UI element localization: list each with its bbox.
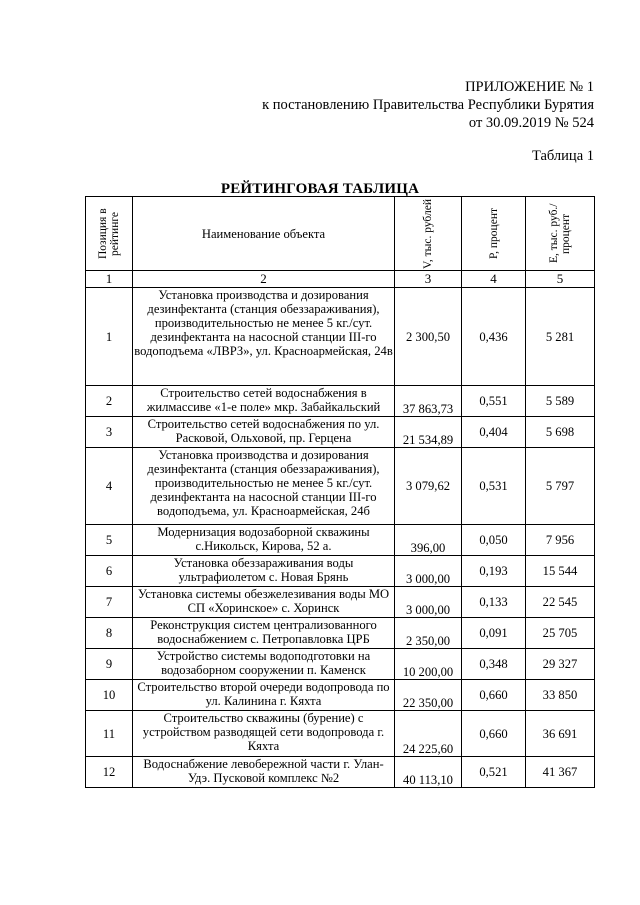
column-number: 1 bbox=[86, 271, 133, 288]
object-name-cell: Строительство сетей водоснабжения по ул. Расковой, Ольховой, пр. Герцена bbox=[133, 417, 395, 448]
column-number: 2 bbox=[133, 271, 395, 288]
e-cell: 5 698 bbox=[526, 417, 595, 448]
table-row bbox=[86, 711, 595, 757]
v-cell: 3 079,62 bbox=[395, 448, 462, 525]
table-header-row bbox=[86, 197, 595, 271]
decree-date: от 30.09.2019 № 524 bbox=[468, 115, 594, 131]
p-cell: 0,660 bbox=[462, 680, 526, 711]
position-cell: 5 bbox=[86, 525, 133, 556]
v-cell: 24 225,60 bbox=[395, 711, 462, 757]
page-title: РЕЙТИНГОВАЯ ТАБЛИЦА bbox=[220, 181, 420, 197]
object-name-cell: Строительство сетей водоснабжения в жилмассиве «1-е поле» мкр. Забайкальский bbox=[133, 386, 395, 417]
p-cell: 0,050 bbox=[462, 525, 526, 556]
e-cell: 29 327 bbox=[526, 649, 595, 680]
e-cell: 5 589 bbox=[526, 386, 595, 417]
table-row bbox=[86, 587, 595, 618]
position-cell: 9 bbox=[86, 649, 133, 680]
v-cell: 22 350,00 bbox=[395, 680, 462, 711]
p-cell: 0,531 bbox=[462, 448, 526, 525]
table-row bbox=[86, 556, 595, 587]
position-cell: 2 bbox=[86, 386, 133, 417]
position-cell: 12 bbox=[86, 757, 133, 788]
table-row bbox=[86, 757, 595, 788]
position-cell: 8 bbox=[86, 618, 133, 649]
position-cell: 6 bbox=[86, 556, 133, 587]
table-number: Таблица 1 bbox=[531, 148, 594, 164]
position-cell: 4 bbox=[86, 448, 133, 525]
v-cell: 40 113,10 bbox=[395, 757, 462, 788]
position-cell: 3 bbox=[86, 417, 133, 448]
table-row bbox=[86, 288, 595, 386]
object-name-cell: Установка обеззараживания воды ультрафиолетом с. Новая Брянь bbox=[133, 556, 395, 587]
p-cell: 0,521 bbox=[462, 757, 526, 788]
object-name-cell: Реконструкция систем централизованного водоснабжением с. Петропавловка ЦРБ bbox=[133, 618, 395, 649]
table-row bbox=[86, 417, 595, 448]
table-row bbox=[86, 448, 595, 525]
position-cell: 10 bbox=[86, 680, 133, 711]
p-cell: 0,660 bbox=[462, 711, 526, 757]
column-header-position: Позиция в рейтинге bbox=[86, 197, 133, 271]
e-cell: 36 691 bbox=[526, 711, 595, 757]
object-name-cell: Строительство второй очереди водопровода по ул. Калинина г. Кяхта bbox=[133, 680, 395, 711]
e-cell: 15 544 bbox=[526, 556, 595, 587]
p-cell: 0,404 bbox=[462, 417, 526, 448]
column-number: 3 bbox=[395, 271, 462, 288]
e-cell: 41 367 bbox=[526, 757, 595, 788]
e-cell: 5 281 bbox=[526, 288, 595, 386]
v-cell: 21 534,89 bbox=[395, 417, 462, 448]
table-row bbox=[86, 386, 595, 417]
object-name-cell: Установка системы обезжелезивания воды МО СП «Хоринское» с. Хоринск bbox=[133, 587, 395, 618]
table-row bbox=[86, 618, 595, 649]
column-number-row bbox=[86, 271, 595, 288]
column-header-v: V, тыс. рублей bbox=[395, 197, 462, 271]
table-row bbox=[86, 525, 595, 556]
table-row bbox=[86, 680, 595, 711]
column-header-e: E, тыс. руб./ процент bbox=[526, 197, 595, 271]
column-number: 5 bbox=[526, 271, 595, 288]
e-cell: 5 797 bbox=[526, 448, 595, 525]
p-cell: 0,348 bbox=[462, 649, 526, 680]
p-cell: 0,091 bbox=[462, 618, 526, 649]
p-cell: 0,551 bbox=[462, 386, 526, 417]
e-cell: 33 850 bbox=[526, 680, 595, 711]
object-name-cell: Устройство системы водоподготовки на водозаборном сооружении п. Каменск bbox=[133, 649, 395, 680]
v-cell: 3 000,00 bbox=[395, 556, 462, 587]
document-header bbox=[262, 78, 594, 132]
object-name-cell: Водоснабжение левобережной части г. Улан-Удэ. Пусковой комплекс №2 bbox=[133, 757, 395, 788]
e-cell: 25 705 bbox=[526, 618, 595, 649]
object-name-cell: Установка производства и дозирования дезинфектанта (станция обеззараживания), производительностью не менее 5 кг./сут. дезинфектанта на насосной станции III-го водоподъема, ул. Красноармейская, 24б bbox=[133, 448, 395, 525]
rating-table bbox=[85, 196, 595, 788]
v-cell: 3 000,00 bbox=[395, 587, 462, 618]
object-name-cell: Строительство скважины (бурение) с устройством разводящей сети водопровода г. Кяхта bbox=[133, 711, 395, 757]
table-row bbox=[86, 649, 595, 680]
position-cell: 7 bbox=[86, 587, 133, 618]
e-cell: 22 545 bbox=[526, 587, 595, 618]
object-name-cell: Установка производства и дозирования дезинфектанта (станция обеззараживания), производительностью не менее 5 кг./сут. дезинфектанта на насосной станции III-го водоподъема «ЛВРЗ», ул. Красноармейская, 24в bbox=[133, 288, 395, 386]
v-cell: 2 300,50 bbox=[395, 288, 462, 386]
v-cell: 37 863,73 bbox=[395, 386, 462, 417]
position-cell: 1 bbox=[86, 288, 133, 386]
column-header-p: P, процент bbox=[462, 197, 526, 271]
v-cell: 10 200,00 bbox=[395, 649, 462, 680]
position-cell: 11 bbox=[86, 711, 133, 757]
v-cell: 2 350,00 bbox=[395, 618, 462, 649]
v-cell: 396,00 bbox=[395, 525, 462, 556]
p-cell: 0,436 bbox=[462, 288, 526, 386]
decree-reference: к постановлению Правительства Республики Бурятия bbox=[262, 97, 594, 113]
e-cell: 7 956 bbox=[526, 525, 595, 556]
p-cell: 0,133 bbox=[462, 587, 526, 618]
appendix-label: ПРИЛОЖЕНИЕ № 1 bbox=[465, 79, 594, 95]
object-name-cell: Модернизация водозаборной скважины с.Никольск, Кирова, 52 а. bbox=[133, 525, 395, 556]
p-cell: 0,193 bbox=[462, 556, 526, 587]
column-number: 4 bbox=[462, 271, 526, 288]
column-header-name: Наименование объекта bbox=[133, 197, 395, 271]
